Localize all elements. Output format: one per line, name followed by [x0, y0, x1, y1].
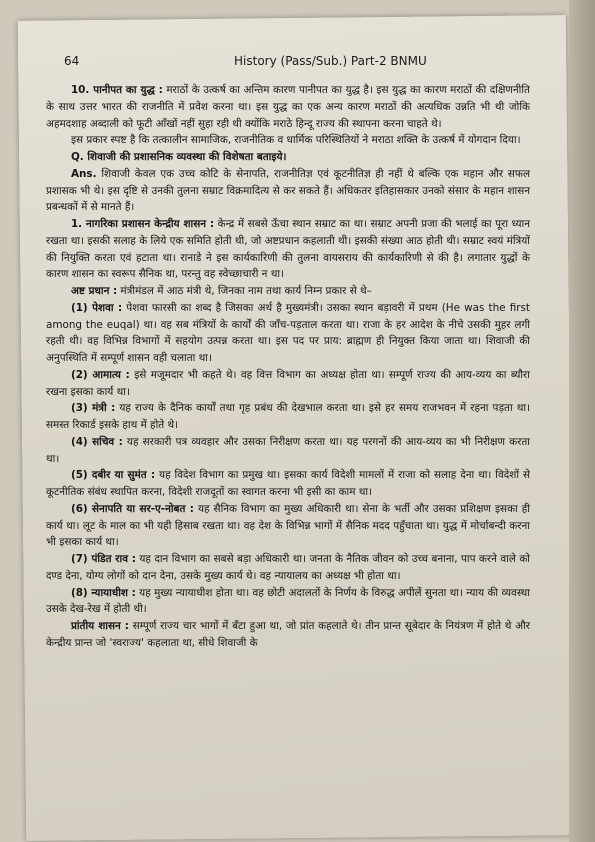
text-sumant: यह विदेश विभाग का प्रमुख था। इसका कार्य विदेशी मामलों में राजा को सलाह देना था। विदेशों से कूटनीतिक संबंध स्थापित करना, विदेशी राजदूतों का स्वागत करना भी इसी का काम था।	[46, 469, 531, 498]
text-amatya: इसे मजूमदार भी कहते थे। वह वित्त विभाग का अध्यक्ष होता था। सम्पूर्ण राज्य की आय-व्यय का ब्यौरा रखना इसका कार्य था।	[46, 368, 530, 398]
text-panipat: मराठों के उत्कर्ष का अन्तिम कारण पानीपत का युद्ध है। इस युद्ध का कारण मराठों की दक्षिणनीति के साथ उत्तर भारत की राजनीति में प्रवेश करना था। इस युद्ध का एक अन्य कारण मराठों की अत्यधिक उन्नति भी थी जोकि अहमदशाह अब्दाली को फूटी आँखों नहीं सुहा रही थी क्योंकि मराठे हिन्दू राज्य की स्थापना करना चाहते थे।	[46, 84, 530, 130]
running-title: History (Pass/Sub.) Part-2 BNMU	[234, 54, 427, 68]
text-sachiv: यह सरकारी पत्र व्यवहार और उसका निरीक्षण करता था। यह परगनों की आय-व्यय का भी निरीक्षण करता था।	[46, 435, 530, 465]
heading-central-admin: 1. नागरिका प्रशासन केन्द्रीय शासन :	[70, 218, 215, 230]
paragraph-central-admin	[46, 216, 530, 283]
text-peshwa: पेशवा फारसी का शब्द है जिसका अर्थ है मुख्यमंत्री। उसका स्थान बड़ावरी में प्रथम (He was the first among the euqal) था। वह सब मंत्रियों के कार्यों की जाँच-पड़ताल करता था। राजा के हर आदेश के नीचे उसकी मुहर लगी रहती थी। वह विभिन्न विभागों में सहयोग उत्पन्न करता था। इस पद पर प्राय: ब्राह्मण ही नियुक्त किया जाता था। शिवाजी की अनुपस्थिति में सम्पूर्ण शासन वही चलाता था।	[46, 301, 531, 364]
paragraph-provincial	[46, 618, 530, 652]
text-mantri: यह राज्य के दैनिक कार्यों तथा गृह प्रबंध की देखभाल करता था। इसे हर समय राजभवन में रहना पड़ता था। समस्त रिकार्ड इसके हाथ में होते थे।	[46, 402, 530, 431]
heading-senapati: (6) सेनापति या सर-ए-नोबत :	[70, 502, 194, 515]
answer-label: Ans.	[70, 167, 97, 180]
adjacent-page-edge	[569, 0, 595, 842]
paragraph-senapati	[46, 501, 530, 551]
page-header	[64, 54, 524, 74]
heading-ashta-pradhan: अष्ट प्रधान :	[70, 285, 118, 297]
heading-panipat: 10. पानीपत का युद्ध :	[70, 84, 163, 96]
paragraph-panipat	[46, 82, 530, 132]
paragraph-pandit-rao	[46, 551, 530, 585]
heading-sachiv: (4) सचिव :	[70, 435, 123, 448]
heading-amatya: (2) आमात्य :	[70, 368, 130, 381]
text-pandit-rao: यह दान विभाग का सबसे बड़ा अधिकारी था। जनता के नैतिक जीवन को उच्च बनाना, पाप करने वाले को दण्ड देना, योग्य लोगों को दान देना, उसके मुख्य कार्य थे। वह न्यायालय का अध्यक्ष भी होता था।	[46, 553, 530, 582]
heading-pandit-rao: (7) पंडित राव :	[70, 553, 136, 565]
heading-nyayadhish: (8) न्यायाधीश :	[70, 586, 136, 599]
text-central-admin: केन्द्र में सबसे ऊँचा स्थान सम्राट का था। सम्राट अपनी प्रजा की भलाई का पूरा ध्यान रखता था। इसकी सलाह के लिये एक समिति होती थी, जो अष्टप्रधान कहलाती थी। इसकी संख्या आठ होती थी। सम्राट स्वयं मंत्रियों की नियुक्ति करता एवं हटाता था। रानाडे ने इस कार्यकारिणी की तुलना वायसराय की कार्यकारिणी से की है। लगातार युद्धों के कारण शासन का स्वरूप सैनिक था, परन्तु वह स्वेच्छाचारी न था।	[46, 218, 530, 281]
heading-provincial: प्रांतीय शासन :	[70, 620, 129, 632]
paragraph-answer	[46, 166, 530, 216]
text-senapati: यह सैनिक विभाग का मुख्य अधिकारी था। सेना के भर्ती और उसका प्रशिक्षण इसका ही कार्य था। लूट के माल का भी यही हिसाब रखता था। वह देश के विभिन्न भागों में सैनिक मदद पहुँचाता था। युद्ध में मोर्चाबन्दी करना भी इसका कार्य था।	[46, 502, 530, 549]
text-provincial: सम्पूर्ण राज्य चार भागों में बँटा हुआ था, जो प्रांत कहलाते थे। तीन प्रान्त सूबेदार के नियंत्रण में होते थे और केन्द्रीय प्रान्त जो 'स्वराज्य' कहलाता था, सीधे शिवाजी के	[46, 620, 530, 649]
paragraph-nyayadhish	[46, 585, 530, 619]
paragraph-mantri	[46, 400, 530, 434]
text-ashta-pradhan: मंत्रीमंडल में आठ मंत्री थे, जिनका नाम तथा कार्य निम्न प्रकार से थे–	[117, 285, 372, 297]
question-heading: Q. शिवाजी की प्रशासनिक व्यवस्था की विशेषता बताइये।	[70, 151, 287, 163]
paragraph-ashta-pradhan	[46, 283, 530, 300]
text-nyayadhish: यह मुख्य न्यायाधीश होता था। वह छोटी अदालतों के निर्णय के विरुद्ध अपीलें सुनता था। न्याय की व्यवस्था उसके देख-रेख में होती थी।	[46, 586, 531, 616]
paragraph-sumant	[46, 467, 530, 501]
page-body	[46, 82, 530, 652]
paragraph-conclusion: इस प्रकार स्पष्ट है कि तत्कालीन सामाजिक, राजनीतिक व धार्मिक परिस्थितियों ने मराठा शक्ति के उत्कर्ष में योगदान दिया।	[70, 134, 521, 147]
paragraph-sachiv	[46, 434, 530, 468]
page-number: 64	[64, 54, 80, 68]
paragraph-amatya	[46, 367, 530, 401]
heading-mantri: (3) मंत्री :	[70, 402, 116, 415]
paragraph-peshwa	[46, 300, 530, 367]
answer-text: शिवाजी केवल एक उच्च कोटि के सेनापति, राजनीतिज्ञ एवं कूटनीतिज्ञ ही नहीं थे बल्कि एक महान और सफल प्रशासक भी थे। इस दृष्टि से उनकी तुलना सम्राट विक्रमादित्य से कर सकते हैं। अधिकतर इतिहासकार उनको संसार के महान शासन प्रबन्धकों में से मानते हैं।	[46, 167, 530, 214]
heading-peshwa: (1) पेशवा :	[70, 301, 123, 314]
heading-sumant: (5) दबीर या सुमंत :	[70, 469, 156, 482]
